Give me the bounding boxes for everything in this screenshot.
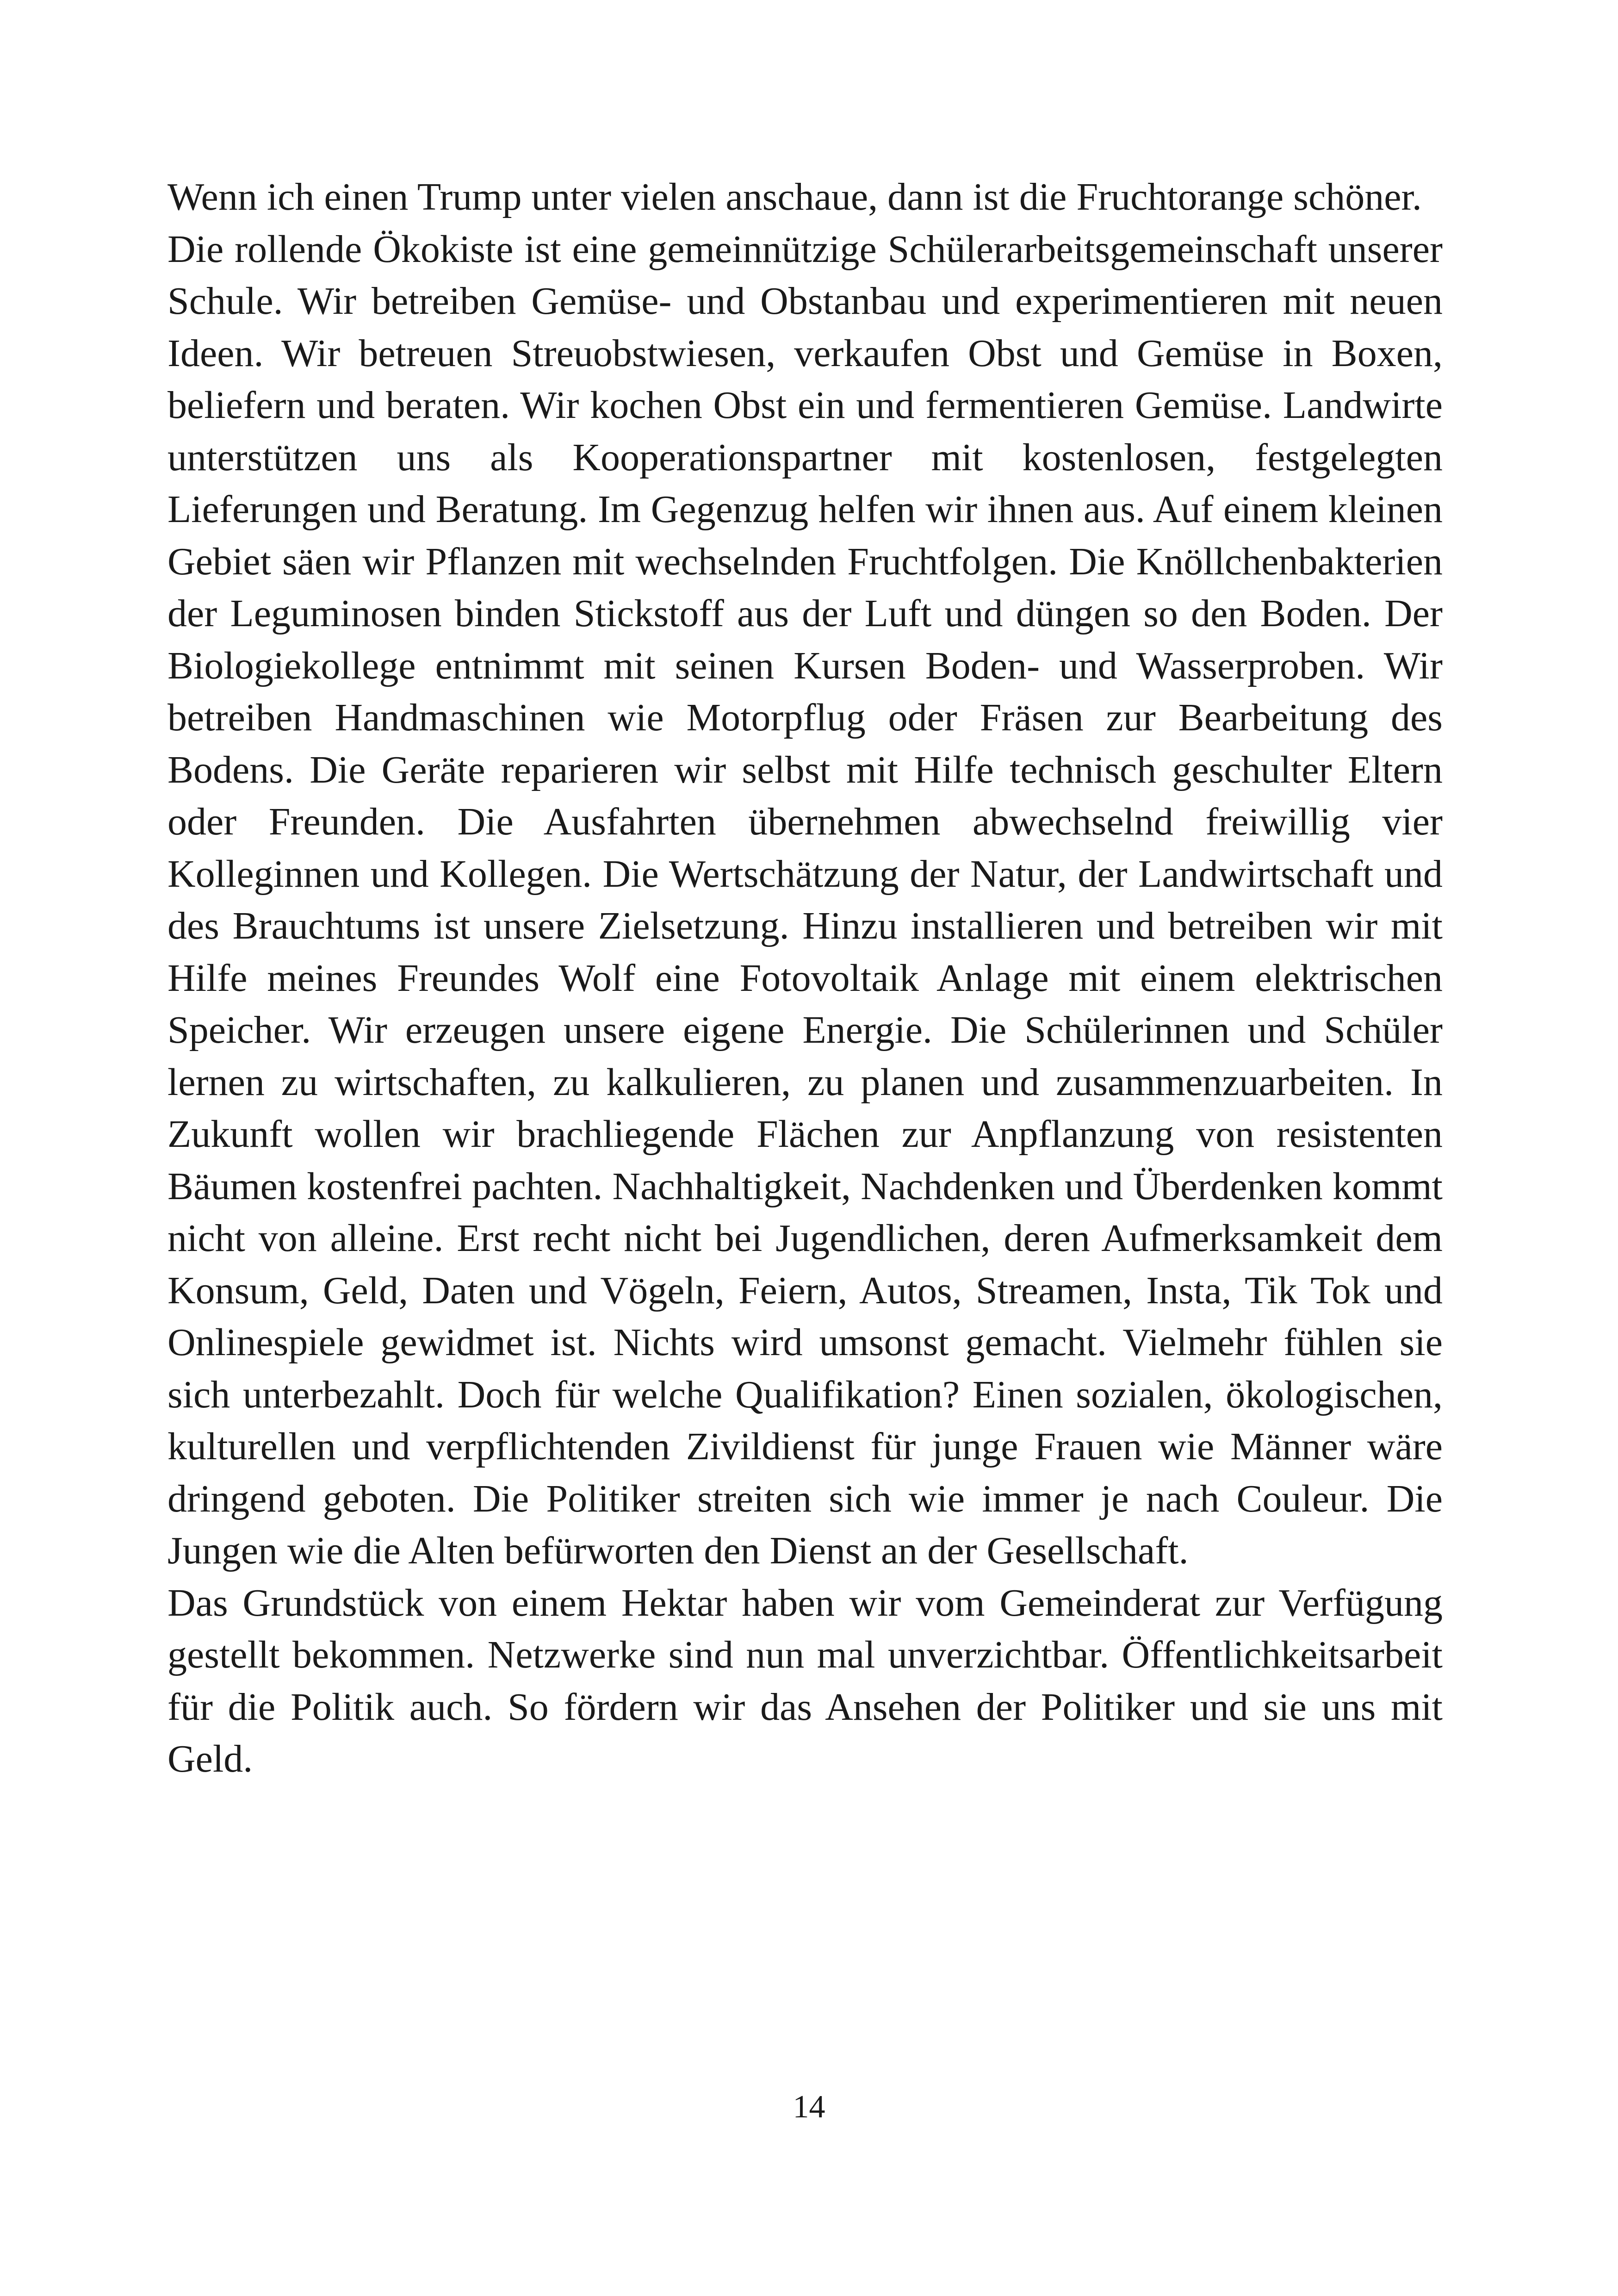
page-number: 14 [793, 2089, 825, 2125]
body-text [167, 171, 1443, 1786]
paragraph-fruchtorange: Wenn ich einen Trump unter vielen anschaue, dann ist die Fruchtorange schöner. [167, 175, 1422, 218]
paragraph-oekokiste: Die rollende Ökokiste ist eine gemeinnützige Schülerarbeitsgemeinschaft unserer Schule. Wir betreiben Gemüse- und Obstanbau und experimentieren mit neuen Ideen. Wir betreuen Streuobstwiesen, verkaufen Obst und Gemüse in Boxen, beliefern und beraten. Wir kochen Obst ein und fermentieren Gemüse. Landwirte unterstützen uns als Kooperationspartner mit kostenlosen, festgelegten Lieferungen und Beratung. Im Gegenzug helfen wir ihnen aus. Auf einem kleinen Gebiet säen wir Pflanzen mit wechselnden Fruchtfolgen. Die Knöllchenbakterien der Leguminosen binden Stickstoff aus der Luft und düngen so den Boden. Der Biologiekollege entnimmt mit seinen Kursen Boden- und Wasserproben. Wir betreiben Handmaschinen wie Motorpflug oder Fräsen zur Bearbeitung des Bodens. Die Geräte reparieren wir selbst mit Hilfe technisch geschulter Eltern oder Freunden. Die Ausfahrten übernehmen abwechselnd freiwillig vier Kolleginnen und Kollegen. Die Wertschätzung der Natur, der Landwirtschaft und des Brauchtums ist unsere Zielsetzung. Hinzu installieren und betreiben wir mit Hilfe meines Freundes Wolf eine Fotovoltaik Anlage mit einem elektrischen Speicher. Wir erzeugen unsere eigene Energie. Die Schülerinnen und Schüler lernen zu wirtschaften, zu kalkulieren, zu planen und zusammenzuarbeiten. In Zukunft wollen wir brachliegende Flächen zur Anpflanzung von resistenten Bäumen kostenfrei pachten. Nachhaltigkeit, Nachdenken und Überdenken kommt nicht von alleine. Erst recht nicht bei Jugendlichen, deren Aufmerksamkeit dem Konsum, Geld, Daten und Vögeln, Feiern, Autos, Streamen, Insta, Tik Tok und Onlinespiele gewidmet ist. Nichts wird umsonst gemacht. Vielmehr fühlen sie sich unterbezahlt. Doch für welche Qualifikation? Einen sozialen, ökologischen, kulturellen und verpflichtenden Zivildienst für junge Frauen wie Männer wäre dringend geboten. Die Politiker streiten sich wie immer je nach Couleur. Die Jungen wie die Alten befürworten den Dienst an der Gesellschaft. [167, 227, 1443, 1572]
paragraph-grundstueck: Das Grundstück von einem Hektar haben wir vom Gemeinderat zur Verfügung gestellt bekommen. Netzwerke sind nun mal unverzichtbar. Öffentlichkeitsarbeit für die Politik auch. So fördern wir das Ansehen der Politiker und sie uns mit Geld. [167, 1581, 1443, 1780]
